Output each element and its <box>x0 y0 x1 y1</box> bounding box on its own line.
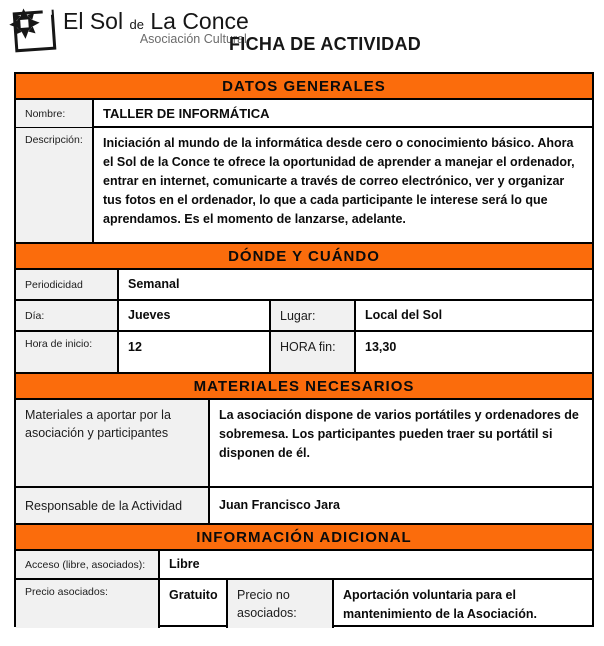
lugar-label: Lugar: <box>269 301 354 330</box>
responsable-value: Juan Francisco Jara <box>219 498 340 512</box>
periodicidad-value: Semanal <box>128 277 180 291</box>
dia-label: Día: <box>16 301 117 330</box>
precio-asociados-label: Precio asociados: <box>16 580 158 628</box>
row-descripcion <box>16 128 592 244</box>
nombre-label: Nombre: <box>16 100 92 127</box>
row-materiales <box>16 400 592 488</box>
row-horas <box>16 332 592 374</box>
logo-frame-notch <box>42 8 51 16</box>
materiales-label: Materiales a aportar por la asociación y participantes <box>16 400 208 486</box>
brand-name-part2: de <box>129 17 144 32</box>
ficha-table <box>14 72 594 627</box>
descripcion-value: Iniciación al mundo de la informática desde cero o conocimiento básico. Ahora el Sol de la Conce te ofrece la oportunidad de aprender a manejar el ordenador, entrar en internet, comunicarte a través de correo electrónico, ver y organizar tus fotos en el ordenador, lo que a cada participante le interese será lo que aprendamos. Es el momento de lanzarse, adelante. <box>103 136 575 226</box>
hora-inicio-label: Hora de inicio: <box>16 332 117 372</box>
sun-icon <box>7 7 41 41</box>
brand-name-part3: La Conce <box>150 8 249 34</box>
hora-inicio-value: 12 <box>128 340 142 354</box>
precio-no-asociados-value: Aportación voluntaria para el mantenimiento de la Asociación. <box>343 588 538 621</box>
brand-name <box>63 8 249 35</box>
responsable-label: Responsable de la Actividad <box>16 488 208 523</box>
brand-name-part1: El Sol <box>63 8 124 34</box>
row-nombre <box>16 100 592 128</box>
precio-no-asociados-label: Precio no asociados: <box>226 580 332 628</box>
hora-fin-label: HORA fin: <box>269 332 354 372</box>
acceso-value: Libre <box>169 557 200 571</box>
precio-asociados-value: Gratuito <box>169 588 218 602</box>
brand-subtitle: Asociación Cultural <box>139 32 247 46</box>
section-header-info-adicional: INFORMACIÓN ADICIONAL <box>16 525 592 551</box>
brand-logo <box>14 8 249 51</box>
periodicidad-label: Periodicidad <box>16 270 117 299</box>
header <box>14 8 590 70</box>
section-header-donde-cuando: DÓNDE Y CUÁNDO <box>16 244 592 270</box>
section-header-datos-generales: DATOS GENERALES <box>16 74 592 100</box>
logo-frame <box>13 10 57 53</box>
row-periodicidad <box>16 270 592 301</box>
lugar-value: Local del Sol <box>365 308 443 322</box>
page-title: FICHA DE ACTIVIDAD <box>229 34 422 54</box>
hora-fin-value: 13,30 <box>365 340 397 354</box>
section-header-materiales: MATERIALES NECESARIOS <box>16 374 592 400</box>
nombre-value: TALLER DE INFORMÁTICA <box>103 106 270 121</box>
acceso-label: Acceso (libre, asociados): <box>16 551 158 578</box>
dia-value: Jueves <box>128 308 171 322</box>
descripcion-label: Descripción: <box>16 128 92 242</box>
row-dia-lugar <box>16 301 592 332</box>
row-acceso <box>16 551 592 580</box>
row-precios <box>16 580 592 625</box>
brand-text <box>63 8 249 46</box>
materiales-value: La asociación dispone de varios portátiles y ordenadores de sobremesa. Los participantes pueden traer su portátil si disponen de él. <box>219 408 579 460</box>
row-responsable <box>16 488 592 525</box>
